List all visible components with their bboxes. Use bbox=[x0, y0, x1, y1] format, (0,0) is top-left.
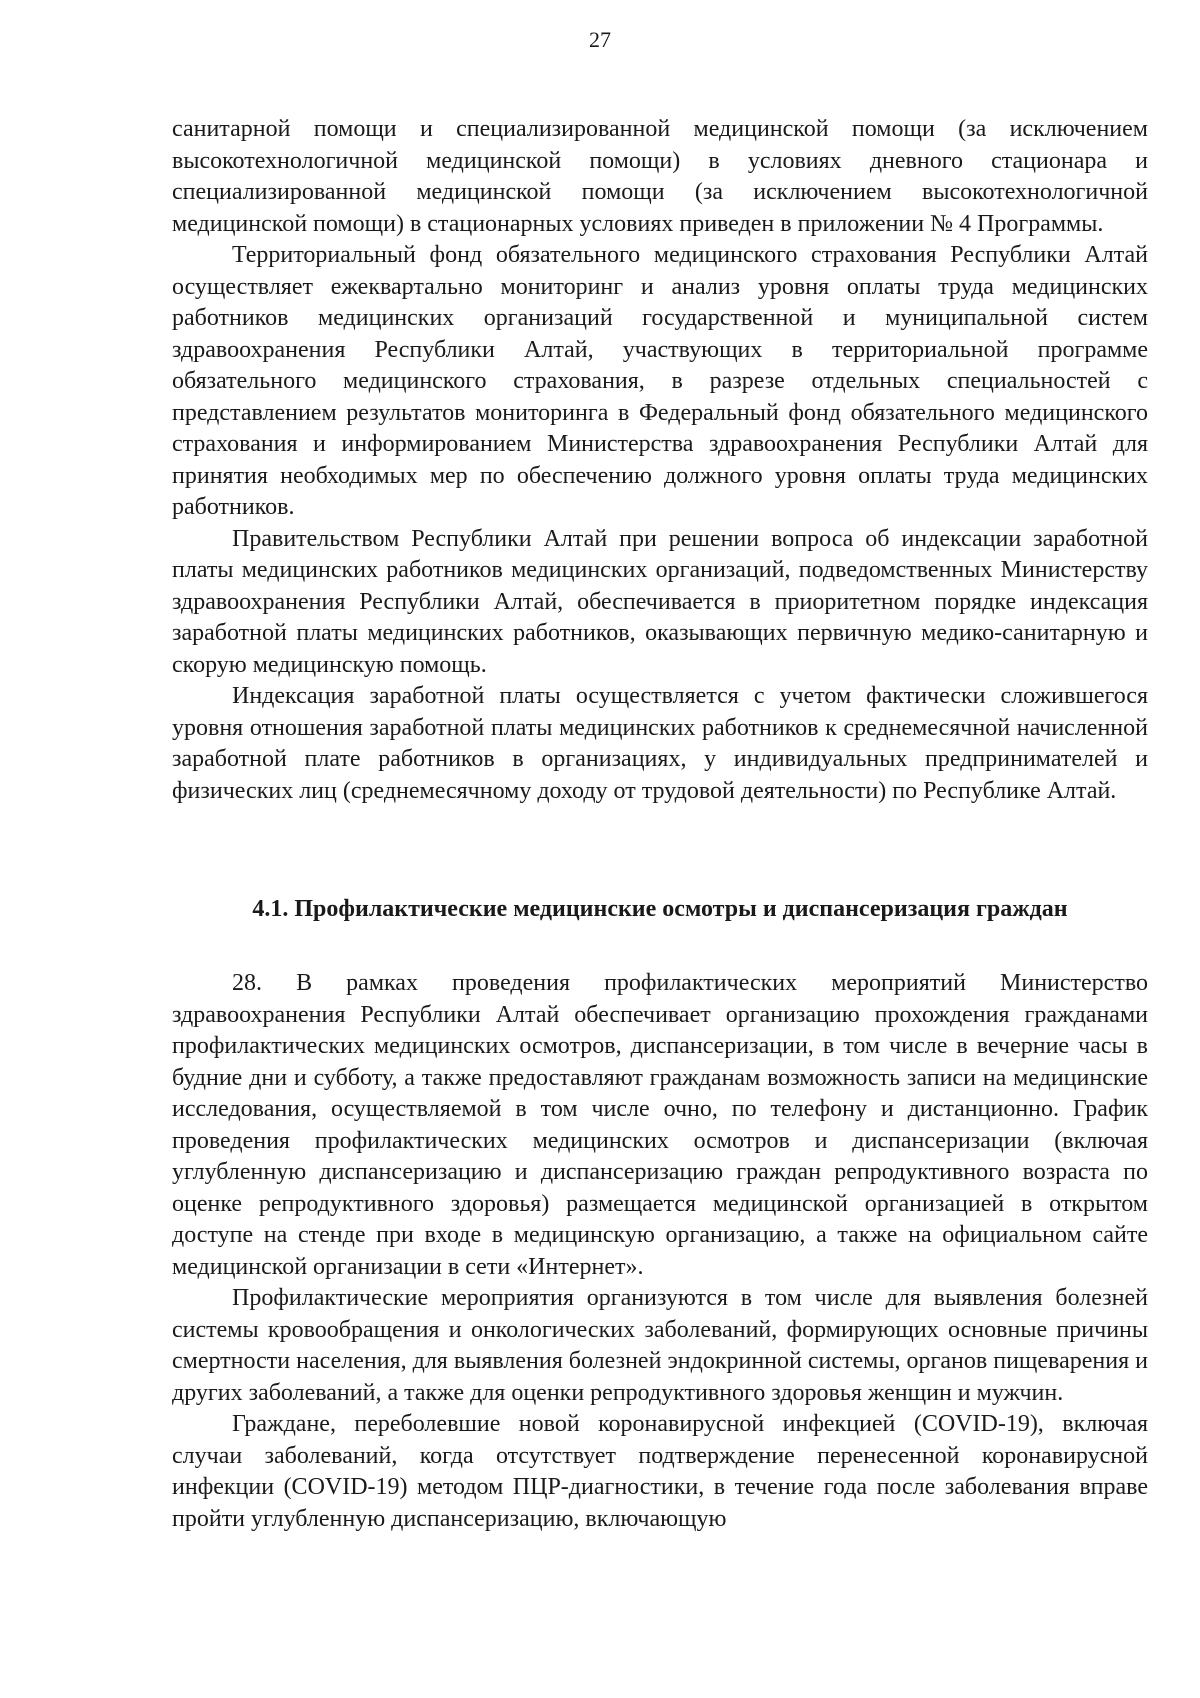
paragraph-continuation: санитарной помощи и специализированной медицинской помощи (за исключением высокотехнологичной медицинской помощи) в условиях дневного стационара и специализированной медицинской помощи (за исключением высокотехнологичной медицинской помощи) в стационарных условиях приведен в приложении № 4 Программы. bbox=[172, 116, 1148, 237]
paragraph-indexation-basis: Индексация заработной платы осуществляется с учетом фактически сложившегося уровня отношения заработной платы медицинских работников к среднемесячной начисленной заработной плате работников в организациях, у индивидуальных предпринимателей и физических лиц (среднемесячному доходу от трудовой деятельности) по Республике Алтай. bbox=[172, 683, 1148, 804]
paragraph-preventive-measures: Профилактические мероприятия организуются в том числе для выявления болезней системы кровообращения и онкологических заболеваний, формирующих основные причины смертности населения, для выявления болезней эндокринной системы, органов пищеварения и других заболеваний, а также для оценки репродуктивного здоровья женщин и мужчин. bbox=[172, 1285, 1148, 1406]
body-text-lower bbox=[172, 968, 1148, 1535]
paragraph-fund-monitoring: Территориальный фонд обязательного медицинского страхования Республики Алтай осуществляет ежеквартально мониторинг и анализ уровня оплаты труда медицинских работников медицинских организаций государственной и муниципальной систем здравоохранения Республики Алтай, участвующих в территориальной программе обязательного медицинского страхования, в разрезе отдельных специальностей с представлением результатов мониторинга в Федеральный фонд обязательного медицинского страхования и информированием Министерства здравоохранения Республики Алтай для принятия необходимых мер по обеспечению должного уровня оплаты труда медицинских работников. bbox=[172, 242, 1148, 520]
page-number: 27 bbox=[589, 27, 611, 52]
paragraph-government-indexation: Правительством Республики Алтай при решении вопроса об индексации заработной платы медицинских работников медицинских организаций, подведомственных Министерству здравоохранения Республики Алтай, обеспечивается в приоритетном порядке индексация заработной платы медицинских работников, оказывающих первичную медико-санитарную и скорую медицинскую помощь. bbox=[172, 525, 1148, 678]
paragraph-covid-dispensary: Граждане, переболевшие новой коронавирусной инфекцией (COVID-19), включая случаи заболеваний, когда отсутствует подтверждение перенесенной коронавирусной инфекции (COVID-19) методом ПЦР-диагностики, в течение года после заболевания вправе пройти углубленную диспансеризацию, включающую bbox=[172, 1411, 1148, 1532]
paragraph-item-28: 28. В рамках проведения профилактических мероприятий Министерство здравоохранения Республики Алтай обеспечивает организацию прохождения гражданами профилактических медицинских осмотров, диспансеризации, в том числе в вечерние часы в будние дни и субботу, а также предоставляют гражданам возможность записи на медицинские исследования, осуществляемой в том числе очно, по телефону и дистанционно. График проведения профилактических медицинских осмотров и диспансеризации (включая углубленную диспансеризацию и диспансеризацию граждан репродуктивного возраста по оценке репродуктивного здоровья) размещается медицинской организацией в открытом доступе на стенде при входе в медицинскую организацию, а также на официальном сайте медицинской организации в сети «Интернет». bbox=[172, 970, 1148, 1280]
body-text-upper bbox=[172, 114, 1148, 807]
section-heading: 4.1. Профилактические медицинские осмотры и диспансеризация граждан bbox=[252, 896, 1068, 922]
